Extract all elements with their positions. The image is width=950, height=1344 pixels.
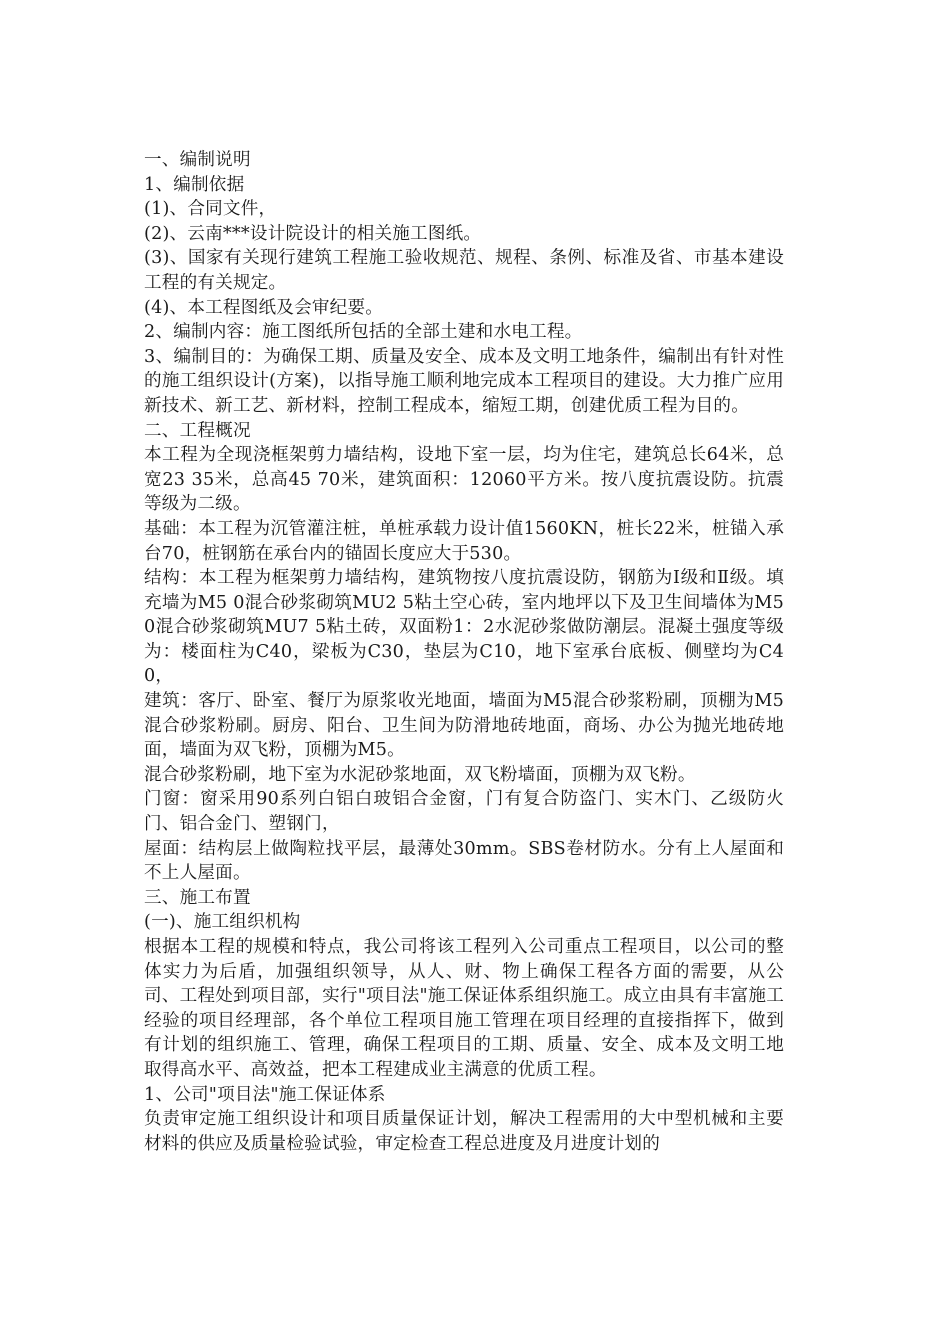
subheading-basis: 1、编制依据	[144, 174, 245, 195]
heading-section-2: 二、工程概况	[144, 420, 251, 441]
paragraph-organization: 根据本工程的规模和特点，我公司将该工程列入公司重点工程项目，以公司的整体实力为后盾，加强组织领导，从人、财、物上确保工程各方面的需要，从公司、工程处到项目部，实行"项目法"施工保证体系组织施工。成立由具有丰富施工经验的项目经理部，各个单位工程项目施工管理在项目经理的直接指挥下，做到有计划的组织施工、管理，确保工程项目的工期、质量、安全、成本及文明工地取得高水平、高效益，把本工程建成业主满意的优质工程。	[144, 937, 784, 1080]
paragraph-structure: 结构：本工程为框架剪力墙结构，建筑物按八度抗震设防，钢筋为Ⅰ级和Ⅱ级。填充墙为M5 0混合砂浆砌筑MU2 5粘土空心砖，室内地坪以下及卫生间墙体为M5 0混合砂浆砌筑MU7 5粘土砖，双面粉1：2水泥砂浆做防潮层。混凝土强度等级为：楼面柱为C40，梁板为C30，垫层为C10，地下室承台底板、侧壁均为C40，	[144, 568, 784, 687]
heading-section-3: 三、施工布置	[144, 887, 251, 908]
paragraph-guarantee-system: 负责审定施工组织设计和项目质量保证计划，解决工程需用的大中型机械和主要材料的供应及质量检验试验，审定检查工程总进度及月进度计划的	[144, 1109, 784, 1154]
paragraph-roof: 屋面：结构层上做陶粒找平层，最薄处30mm。SBS卷材防水。分有上人屋面和不上人屋面。	[144, 838, 784, 884]
list-item-standards: (3)、国家有关现行建筑工程施工验收规范、规程、条例、标准及省、市基本建设工程的有关规定。	[144, 248, 784, 293]
list-item-contract: (1)、合同文件，	[144, 199, 277, 220]
list-item-minutes: (4)、本工程图纸及会审纪要。	[144, 297, 384, 318]
list-item-drawings: (2)、云南***设计院设计的相关施工图纸。	[144, 223, 482, 244]
paragraph-content: 2、编制内容：施工图纸所包括的全部土建和水电工程。	[144, 322, 583, 343]
document-body	[144, 148, 784, 1156]
subheading-guarantee-system: 1、公司"项目法"施工保证体系	[144, 1084, 386, 1105]
paragraph-architecture: 建筑：客厅、卧室、餐厅为原浆收光地面，墙面为M5混合砂浆粉刷，顶棚为M5混合砂浆粉刷。厨房、阳台、卫生间为防滑地砖地面，商场、办公为抛光地砖地面，墙面为双飞粉，顶棚为M5。	[144, 691, 784, 761]
paragraph-overview: 本工程为全现浇框架剪力墙结构，设地下室一层，均为住宅，建筑总长64米，总宽23 35米，总高45 70米，建筑面积：12060平方米。按八度抗震设防。抗震等级为二级。	[144, 445, 784, 515]
paragraph-doors-windows: 门窗：窗采用90系列白铝白玻铝合金窗，门有复合防盗门、实木门、乙级防火门、铝合金门、塑钢门，	[144, 789, 784, 835]
paragraph-purpose: 3、编制目的：为确保工期、质量及安全、成本及文明工地条件，编制出有针对性的施工组织设计(方案)，以指导施工顺利地完成本工程项目的建设。大力推广应用新技术、新工艺、新材料，控制工程成本，缩短工期，创建优质工程为目的。	[144, 346, 784, 416]
heading-section-1: 一、编制说明	[144, 150, 251, 170]
paragraph-plaster: 混合砂浆粉刷，地下室为水泥砂浆地面，双飞粉墙面，顶棚为双飞粉。	[144, 764, 696, 785]
paragraph-foundation: 基础：本工程为沉管灌注桩，单桩承载力设计值1560KN，桩长22米，桩锚入承台70，桩钢筋在承台内的锚固长度应大于530。	[144, 518, 784, 564]
subheading-organization: (一)、施工组织机构	[144, 912, 301, 933]
